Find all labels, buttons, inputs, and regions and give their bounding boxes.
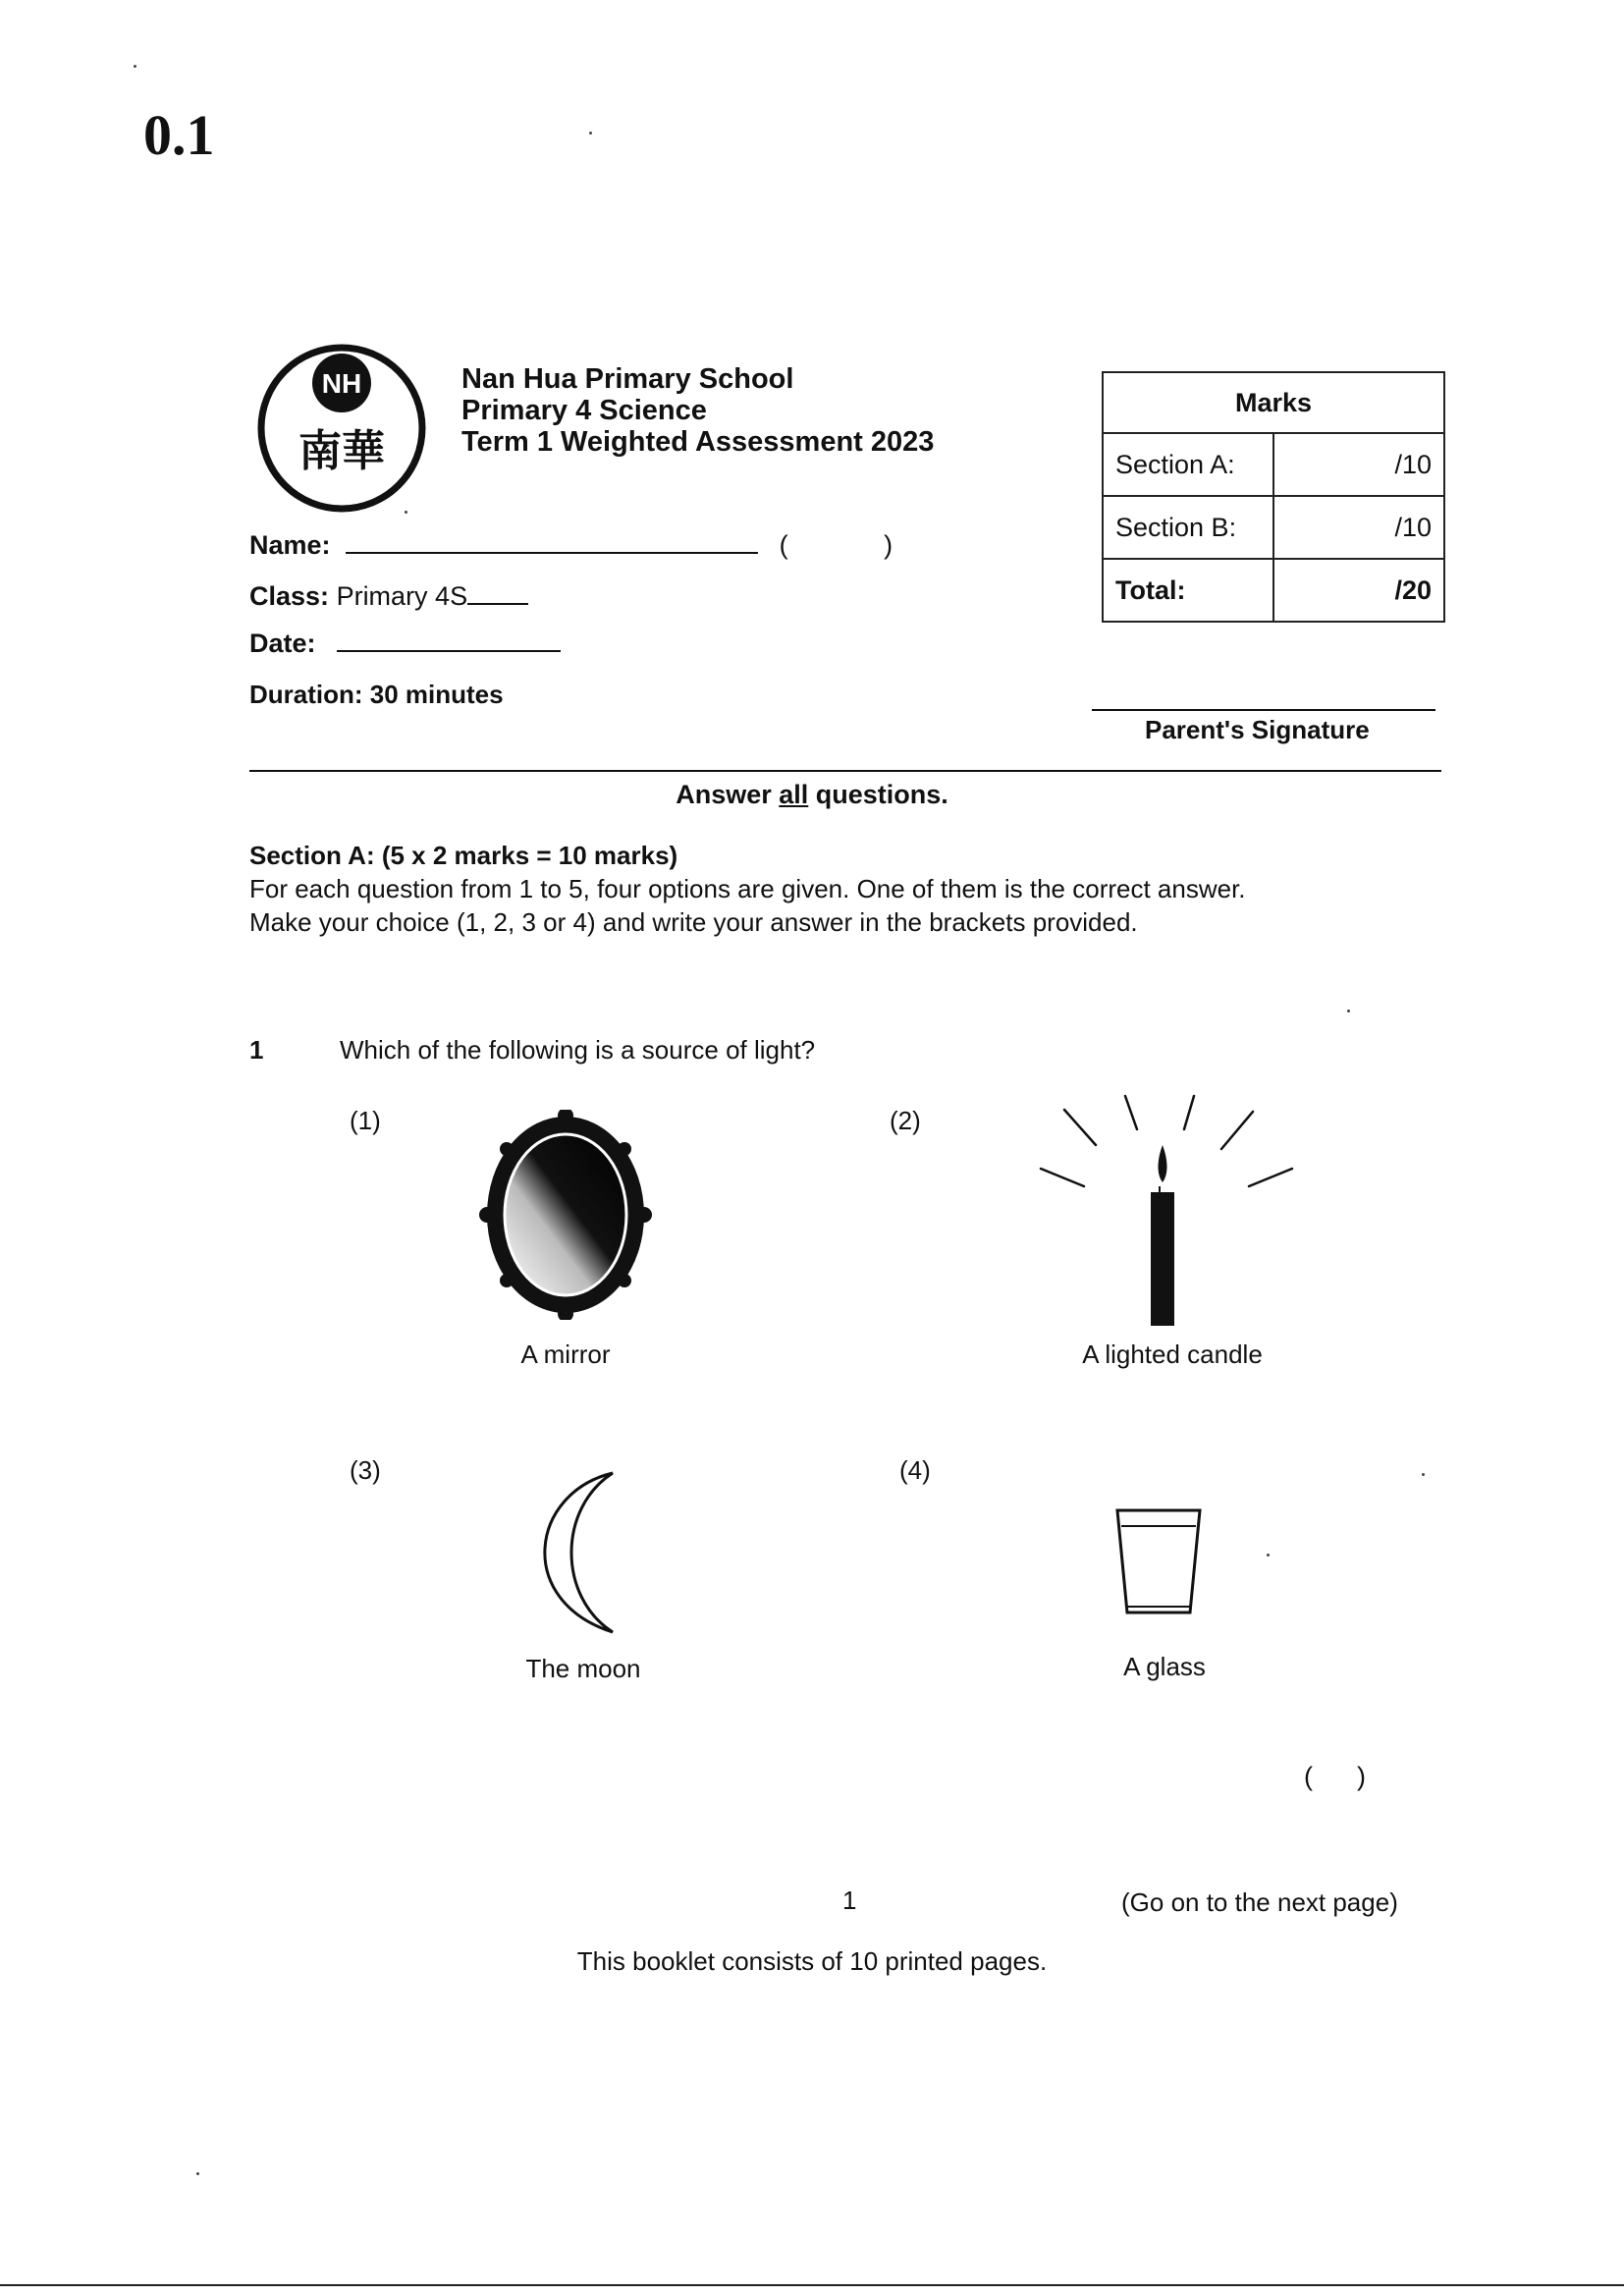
section-a-instruction-line2: Make your choice (1, 2, 3 or 4) and write your answer in the brackets provided. [249, 907, 1138, 937]
answer-bracket[interactable]: ( ) [1304, 1762, 1366, 1791]
signature-label: Parent's Signature [1145, 715, 1370, 744]
assessment-title: Term 1 Weighted Assessment 2023 [461, 426, 935, 458]
marks-row-value: /10 [1273, 496, 1444, 559]
date-label: Date: [249, 629, 316, 658]
index-bracket-open: ( [779, 530, 788, 560]
scan-speck [1347, 1010, 1350, 1012]
marks-row-value: /20 [1273, 559, 1444, 622]
page-number: 1 [842, 1886, 857, 1915]
school-header [461, 363, 934, 458]
scan-edge-line [0, 2284, 1624, 2286]
name-field [249, 530, 893, 561]
instruction-text [0, 780, 1624, 810]
class-field [249, 581, 528, 612]
question-number: 1 [249, 1035, 264, 1065]
moon-icon [511, 1463, 628, 1640]
header-divider [249, 770, 1441, 772]
scan-speck [1422, 1473, 1425, 1476]
corner-label: 0.1 [143, 103, 215, 167]
subject-title: Primary 4 Science [461, 395, 707, 426]
marks-table-header: Marks [1103, 372, 1444, 433]
class-value: Primary 4S [336, 581, 468, 611]
option-4-number: (4) [899, 1455, 931, 1485]
marks-row-label: Section A: [1103, 433, 1273, 496]
option-3-number: (3) [350, 1455, 381, 1485]
candle-icon [1035, 1090, 1300, 1332]
option-2-caption: A lighted candle [1082, 1339, 1263, 1369]
marks-row-section-b [1103, 496, 1444, 559]
marks-row-section-a [1103, 433, 1444, 496]
signature-line[interactable] [1092, 709, 1435, 711]
name-input-line[interactable] [346, 530, 758, 554]
option-1-number: (1) [350, 1106, 381, 1135]
marks-row-value: /10 [1273, 433, 1444, 496]
name-label: Name: [249, 530, 331, 560]
instruction-after: questions. [808, 780, 948, 809]
section-a-title: Section A: (5 x 2 marks = 10 marks) [249, 841, 678, 870]
booklet-note: This booklet consists of 10 printed pages. [576, 1946, 1048, 1976]
logo-text-bottom: 南華 [298, 426, 385, 476]
class-label: Class: [249, 581, 330, 611]
class-input-line[interactable] [467, 581, 528, 605]
marks-table [1102, 371, 1445, 623]
mirror-icon [477, 1110, 654, 1320]
instruction-before: Answer [676, 780, 780, 809]
glass-icon [1111, 1504, 1206, 1618]
marks-row-label: Total: [1103, 559, 1273, 622]
scan-speck [134, 65, 136, 68]
index-bracket-close: ) [884, 530, 893, 560]
marks-row-total [1103, 559, 1444, 622]
question-text: Which of the following is a source of light? [340, 1035, 816, 1065]
scan-speck [405, 511, 407, 514]
section-a-instruction-line1: For each question from 1 to 5, four options are given. One of them is the correct answer. [249, 874, 1246, 903]
scan-speck [589, 132, 592, 135]
option-1-caption: A mirror [520, 1339, 611, 1369]
logo-text-top: NH [321, 368, 362, 399]
scan-speck [196, 2172, 199, 2175]
school-logo-icon [257, 344, 426, 513]
date-field [249, 629, 561, 659]
date-input-line[interactable] [337, 629, 561, 652]
scan-speck [1267, 1554, 1270, 1557]
option-2-number: (2) [890, 1106, 921, 1135]
option-3-caption: The moon [525, 1654, 641, 1683]
option-4-caption: A glass [1123, 1652, 1206, 1681]
duration-text: Duration: 30 minutes [249, 680, 504, 709]
school-name: Nan Hua Primary School [461, 363, 794, 395]
instruction-emphasis: all [779, 780, 809, 809]
marks-row-label: Section B: [1103, 496, 1273, 559]
next-page-note: (Go on to the next page) [1121, 1887, 1398, 1917]
